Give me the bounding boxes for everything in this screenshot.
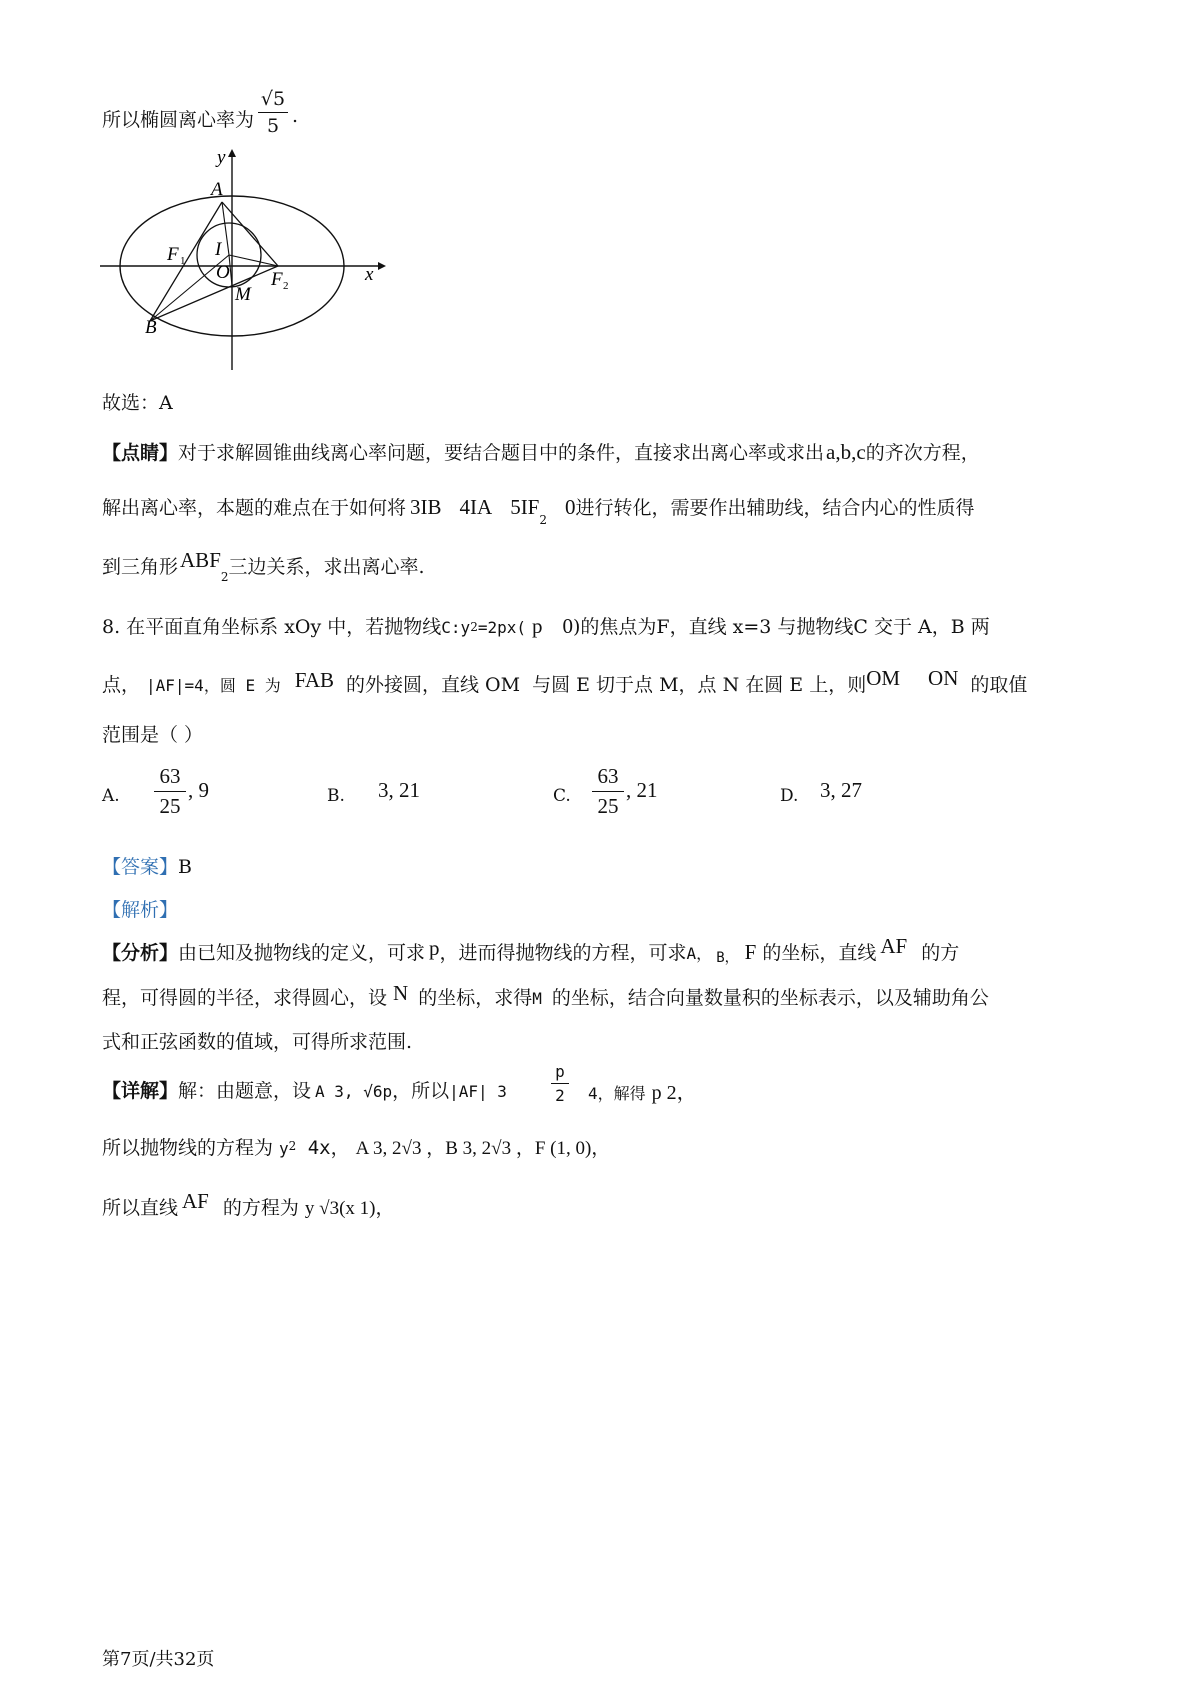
fenxi-tag: 【分析】 [102, 942, 179, 964]
fenxi-math-n: N [393, 981, 409, 1005]
q8-math-sup2: 2 [470, 620, 478, 634]
xiangjie-fraction [551, 1062, 569, 1105]
label-i: I [215, 239, 222, 260]
xiangjie-line-1 [102, 1076, 507, 1103]
q8-math-af: |AF|=4，圆 E 为 [146, 676, 281, 695]
option-d-value: 3, 27 [820, 778, 862, 802]
q8-text-2a: 点， [102, 674, 141, 696]
label-o: O [216, 262, 230, 283]
xiangjie-math-y: y [279, 1139, 289, 1158]
period: . [292, 105, 299, 127]
label-b: B [145, 317, 157, 338]
fenxi-math-f: F [744, 940, 757, 964]
fenxi-math-a: A， [686, 944, 713, 963]
option-c-denominator: 25 [597, 794, 619, 818]
q8-line-1 [102, 612, 990, 639]
q8-line-3: 范围是（ ） [102, 724, 204, 746]
xiangjie-text-1a: 解：由题意，设 [178, 1080, 312, 1102]
fenxi-line-2 [102, 983, 989, 1010]
xiangjie-text-2a: 所以抛物线的方程为 [102, 1137, 274, 1159]
option-b-value: 3, 21 [378, 778, 420, 802]
dianjing-text-1c: 的齐次方程， [865, 442, 980, 464]
option-b-label: B. [327, 786, 345, 806]
option-c-label: C. [553, 786, 571, 806]
xiangjie-math-points: A 3, 2√3 ，B 3, 2√3 ，F (1, 0)， [355, 1138, 611, 1159]
xiangjie-math-sup: 2 [288, 1139, 297, 1153]
fraction-bar [258, 112, 288, 113]
xiangjie-line-1b [588, 1076, 697, 1105]
fenxi-line-1 [102, 934, 960, 966]
xiangjie-text-3b: 的方程为 [222, 1197, 299, 1219]
fenxi-math-af: AF [880, 934, 908, 958]
dianjing-math-3ib: 3IB [410, 495, 442, 519]
option-d-label: D. [780, 786, 799, 806]
dianjing-tag: 【点睛】 [102, 442, 179, 464]
label-a: A [211, 179, 223, 200]
dianjing-math-sub2: 2 [539, 513, 548, 527]
fenxi-text-2b: 的坐标，求得 [418, 987, 533, 1009]
x-axis-arrow [378, 262, 386, 270]
fenxi-text-2a: 程，可得圆的半径，求得圆心，设 [102, 987, 388, 1009]
xiangjie-line-2 [102, 1133, 610, 1160]
xiangjie-text-1b: ，所以 [392, 1080, 450, 1102]
xiangjie-tag: 【详解】 [102, 1080, 179, 1102]
option-c-fraction [592, 764, 624, 819]
option-a-numerator: 63 [159, 764, 181, 788]
ellipse-figure [95, 145, 395, 375]
fenxi-text-1a: 由已知及抛物线的定义，可求 [178, 942, 426, 964]
line-ia [222, 202, 229, 255]
dianjing-math-4ia: 4IA [459, 495, 493, 519]
dianjing-math-abc: a,b,c [826, 440, 866, 464]
xiangjie-frac-den: 2 [555, 1086, 565, 1105]
q8-text-1b: )的焦点为F，直线 x=3 与抛物线C 交于 A，B 两 [573, 616, 990, 638]
q8-math-on: ON [928, 666, 959, 690]
xiangjie-frac-bar [551, 1083, 569, 1084]
label-f1: F [167, 244, 179, 265]
eccentricity-fraction [258, 88, 288, 137]
option-a-label: A. [102, 786, 120, 806]
q8-text-2b: 的外接圆，直线 OM [346, 674, 521, 696]
q8-text-2c: 与圆 E 切于点 M，点 N 在圆 E 上，则 [532, 674, 867, 696]
q8-math-fab: FAB [294, 668, 335, 692]
label-x: x [365, 264, 374, 285]
dianjing-line-3 [102, 548, 425, 584]
label-y: y [217, 147, 226, 168]
option-a-rest: , 9 [188, 778, 209, 802]
option-a-bar [154, 791, 186, 792]
y-axis-arrow [228, 149, 236, 157]
fenxi-line-3: 式和正弦函数的值域，可得所求范围. [102, 1031, 413, 1053]
fenxi-text-2c: 的坐标，结合向量数量积的坐标表示，以及辅助角公 [551, 987, 989, 1009]
dianjing-math-abf-sub: 2 [220, 570, 229, 584]
page-footer: 第7页/共32页 [102, 1649, 215, 1670]
dianjing-text-3b: 三边关系，求出离心率. [228, 556, 425, 578]
q8-line-2 [102, 666, 1028, 697]
dianjing-text-2b: 进行转化，需要作出辅助线，结合内心的性质得 [575, 497, 975, 519]
option-c-numerator: 63 [597, 764, 619, 788]
q8-math-p: p [532, 614, 543, 638]
option-a-fraction [154, 764, 186, 819]
q8-math-2px: =2px( [477, 618, 526, 637]
option-c-bar [592, 791, 624, 792]
option-c-rest: , 21 [626, 778, 658, 802]
xiangjie-math-a: A 3, √6p [315, 1082, 393, 1101]
label-f1-sub: 1 [180, 255, 186, 267]
q8-math-c: C:y [441, 618, 471, 637]
q8-text-1a: 8. 在平面直角坐标系 xOy 中，若抛物线 [102, 616, 442, 638]
fraction-numerator: √5 [260, 88, 286, 110]
xiangjie-frac-num: p [555, 1062, 565, 1081]
answer-value: B [178, 856, 192, 878]
xiangjie-text-1d: 4，解得 [588, 1084, 646, 1103]
xiangjie-math-4x: 4x， [296, 1137, 350, 1159]
label-f2: F [271, 269, 283, 290]
dianjing-text-1a: 对于求解圆锥曲线离心率问题，要结合题目中的条件，直接求出离心率或求出 [178, 442, 825, 464]
xiangjie-math-line: y √3(x 1)， [304, 1198, 395, 1219]
eccentricity-text: 所以椭圆离心率为 [102, 109, 255, 131]
q8-text-2d: 的取值 [970, 674, 1028, 696]
xiangjie-line-3 [102, 1189, 395, 1220]
xiangjie-text-3a: 所以直线 [102, 1197, 179, 1219]
xiangjie-math-af2: AF [182, 1189, 209, 1213]
answer-line [102, 852, 192, 879]
jiexi-tag: 【解析】 [102, 899, 179, 921]
label-f2-sub: 2 [283, 280, 289, 292]
fenxi-text-1f: 的坐标，直线 [762, 942, 877, 964]
fenxi-math-m: M [532, 989, 542, 1008]
choice-line: 故选：A [102, 392, 173, 414]
dianjing-line-1 [102, 438, 980, 465]
q8-math-zero: 0 [562, 614, 573, 638]
fenxi-text-1b: ，进而得抛物线的方程，可求 [439, 942, 687, 964]
fraction-denominator: 5 [266, 115, 280, 137]
dianjing-math-abf: ABF [180, 548, 221, 572]
xiangjie-math-p2: p 2， [651, 1082, 697, 1104]
dianjing-text-2a: 解出离心率，本题的难点在于如何将 [102, 497, 407, 519]
answer-tag: 【答案】 [102, 856, 179, 878]
fenxi-math-b: B， [716, 950, 739, 966]
dianjing-text-3a: 到三角形 [102, 556, 179, 578]
fenxi-text-1g: 的方 [921, 942, 960, 964]
option-a-denominator: 25 [159, 794, 181, 818]
dianjing-line-2 [102, 493, 975, 527]
fenxi-math-p: p [429, 936, 440, 960]
dianjing-math-zero: 0 [565, 495, 576, 519]
dianjing-math-5if: 5IF [510, 495, 540, 519]
q8-math-om: OM [866, 666, 901, 690]
xiangjie-math-af: |AF| 3 [449, 1082, 507, 1101]
label-m: M [235, 284, 251, 305]
